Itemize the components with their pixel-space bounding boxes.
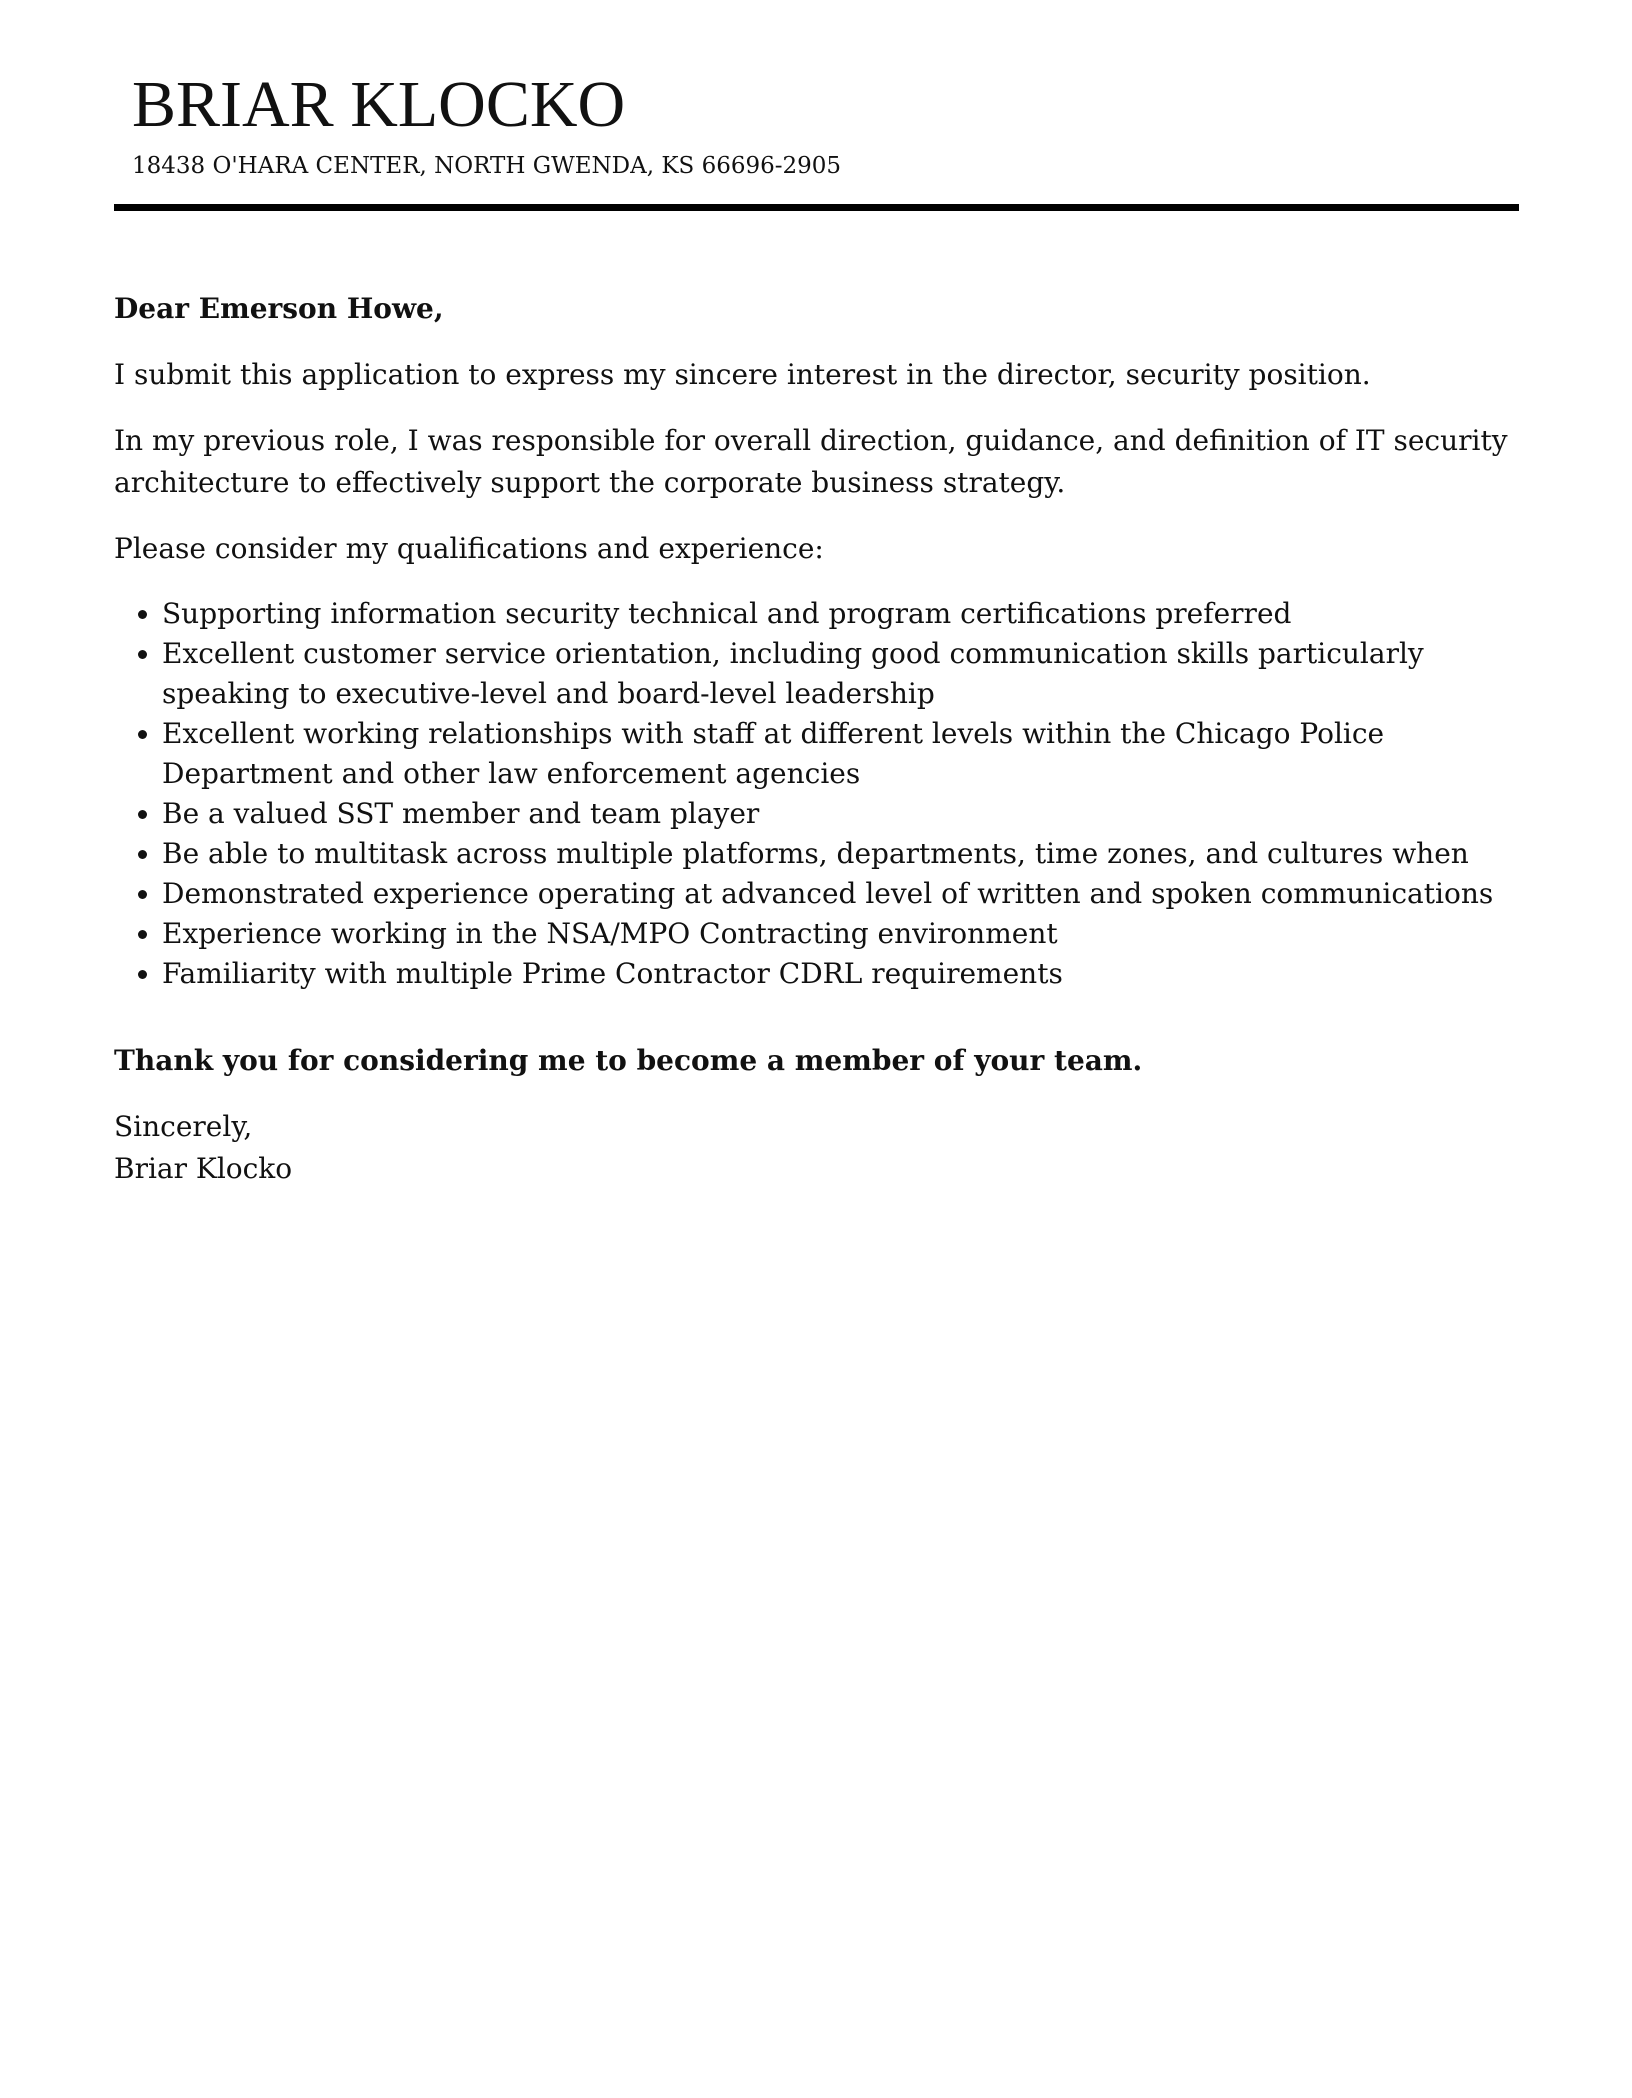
list-item: • Experience working in the NSA/MPO Contracting environment bbox=[162, 914, 1519, 954]
list-item: • Be a valued SST member and team player bbox=[162, 794, 1519, 834]
signature-name: Briar Klocko bbox=[114, 1152, 293, 1185]
salutation: Dear Emerson Howe, bbox=[114, 292, 444, 325]
applicant-address: 18438 O'HARA CENTER, NORTH GWENDA, KS 66696-2905 bbox=[132, 153, 842, 179]
list-item: • Excellent working relationships with staff at different levels within the Chicago Police Department and other law enforcement agencies bbox=[162, 714, 1519, 794]
closing-word: Sincerely, bbox=[114, 1110, 253, 1143]
intro-paragraph: I submit this application to express my sincere interest in the director, security position. bbox=[114, 358, 1371, 391]
thank-you-line: Thank you for considering me to become a member of your team. bbox=[114, 1044, 1143, 1077]
experience-paragraph: In my previous role, I was responsible for overall direction, guidance, and definition of IT security architecture to effectively support the corporate business strategy. bbox=[114, 424, 1508, 499]
applicant-name: BRIAR KLOCKO bbox=[132, 68, 626, 141]
list-item: • Familiarity with multiple Prime Contractor CDRL requirements bbox=[162, 954, 1519, 994]
header-divider bbox=[114, 204, 1519, 211]
letter-body bbox=[114, 288, 1519, 1190]
qualifications-list bbox=[114, 594, 1519, 994]
list-item: • Supporting information security technical and program certifications preferred bbox=[162, 594, 1519, 634]
list-item: • Be able to multitask across multiple platforms, departments, time zones, and cultures when bbox=[162, 834, 1519, 874]
letter-header bbox=[114, 66, 1519, 182]
list-item: • Excellent customer service orientation, including good communication skills particularly speaking to executive-level and board-level leadership bbox=[162, 634, 1519, 714]
list-item: • Demonstrated experience operating at advanced level of written and spoken communications bbox=[162, 874, 1519, 914]
qualifications-intro: Please consider my qualifications and experience: bbox=[114, 532, 824, 565]
